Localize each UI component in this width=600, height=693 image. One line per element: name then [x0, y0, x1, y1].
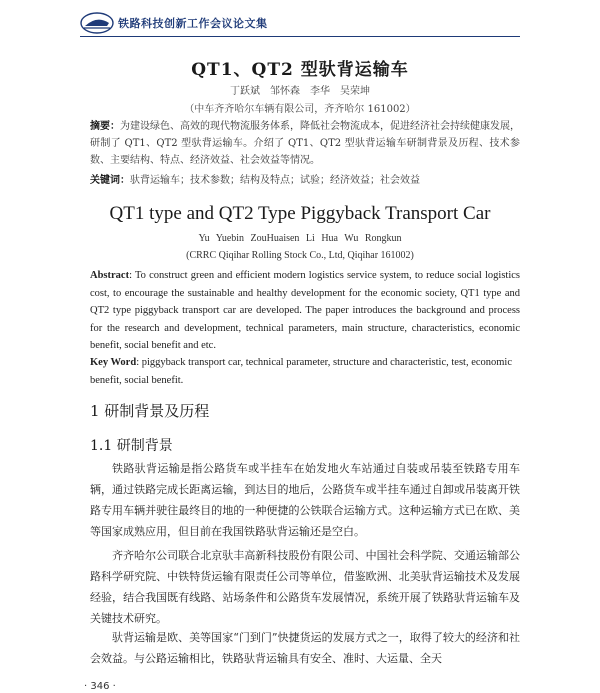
chinese-authors: 丁跃斌 邹怀森 李华 吴荣坤 [230, 86, 370, 97]
section-heading-1: 1 研制背景及历程 [90, 402, 210, 420]
english-title: QT1 type and QT2 Type Piggyback Transport Car [109, 203, 491, 224]
body-paragraph-2: 齐齐哈尔公司联合北京驮丰高新科技股份有限公司、中国社会科学院、交通运输部公路科学研究院、中铁特货运输有限责任公司等单位，借鉴欧洲、北美驮背运输技术及发展经验，结合我国既有线路、站场条件和公路货车发展情况，系统开展了铁路驮背运输车及关键技术研究。 [90, 549, 520, 625]
english-abstract [90, 267, 520, 355]
chinese-abstract-label: 摘要： [90, 121, 120, 132]
chinese-keywords [90, 172, 520, 189]
english-authors: Yu Yuebin ZouHuaisen Li Hua Wu Rongkun [198, 233, 402, 244]
section-heading-1-1: 1.1 研制背景 [90, 438, 173, 454]
english-abstract-label: Abstract [90, 270, 130, 281]
english-keywords-text: : piggyback transport car, technical parameter, structure and characteristic, test, economic benefit, social benefit. [90, 357, 513, 386]
header-title: 铁路科技创新工作会议论文集 [118, 17, 268, 30]
chinese-abstract-text: 为建设绿色、高效的现代物流服务体系，降低社会物流成本，促进经济社会持续健康发展，研制了 QT1、QT2 型驮背运输车。介绍了 QT1、QT2 型驮背运输车研制背景及历程、技术参数、主要结构、特点、经济效益、社会效益等情况。 [90, 121, 520, 166]
chinese-keywords-text: 驮背运输车；技术参数；结构及特点；试验；经济效益；社会效益 [130, 175, 420, 186]
english-keywords-label: Key Word [90, 357, 137, 368]
chinese-abstract [90, 118, 520, 169]
body-paragraph-1: 铁路驮背运输是指公路货车或半挂车在始发地火车站通过自装或吊装至铁路专用车辆，通过铁路完成长距离运输，到达目的地后，公路货车或半挂车通过自卸或吊装离开铁路专用车辆并驶往最终目的地的一种便捷的公铁联合运输方式。这种运输方式已在欧、美等国家成熟应用，但目前在我国铁路驮背运输还是空白。 [90, 462, 520, 538]
english-affiliation: (CRRC Qiqihar Rolling Stock Co., Ltd, Qiqihar 161002) [186, 250, 414, 261]
chinese-keywords-label: 关键词： [90, 175, 130, 186]
body-paragraph-3: 驮背运输是欧、美等国家“门到门”快捷货运的发展方式之一，取得了较大的经济和社会效益。与公路运输相比，铁路驮背运输具有安全、准时、大运量、全天 [90, 631, 520, 665]
chinese-affiliation: （中车齐齐哈尔车辆有限公司，齐齐哈尔 161002） [184, 104, 416, 115]
header-divider [80, 36, 520, 37]
english-keywords [90, 354, 520, 389]
page-number: · 346 · [84, 681, 116, 692]
railway-logo-icon [80, 12, 114, 34]
running-header [80, 10, 268, 36]
chinese-title: QT1、QT2 型驮背运输车 [191, 60, 409, 80]
english-abstract-text: : To construct green and efficient modern logistics service system, to reduce social logistics cost, to encourage the sustainable and healthy development for the economic society, QT1 type and QT2 type piggyback transport car are developed. The paper introduces the background and process for the research and development, technical parameters, main structure, characteristics, economic benefit, social benefit and etc. [90, 270, 520, 351]
